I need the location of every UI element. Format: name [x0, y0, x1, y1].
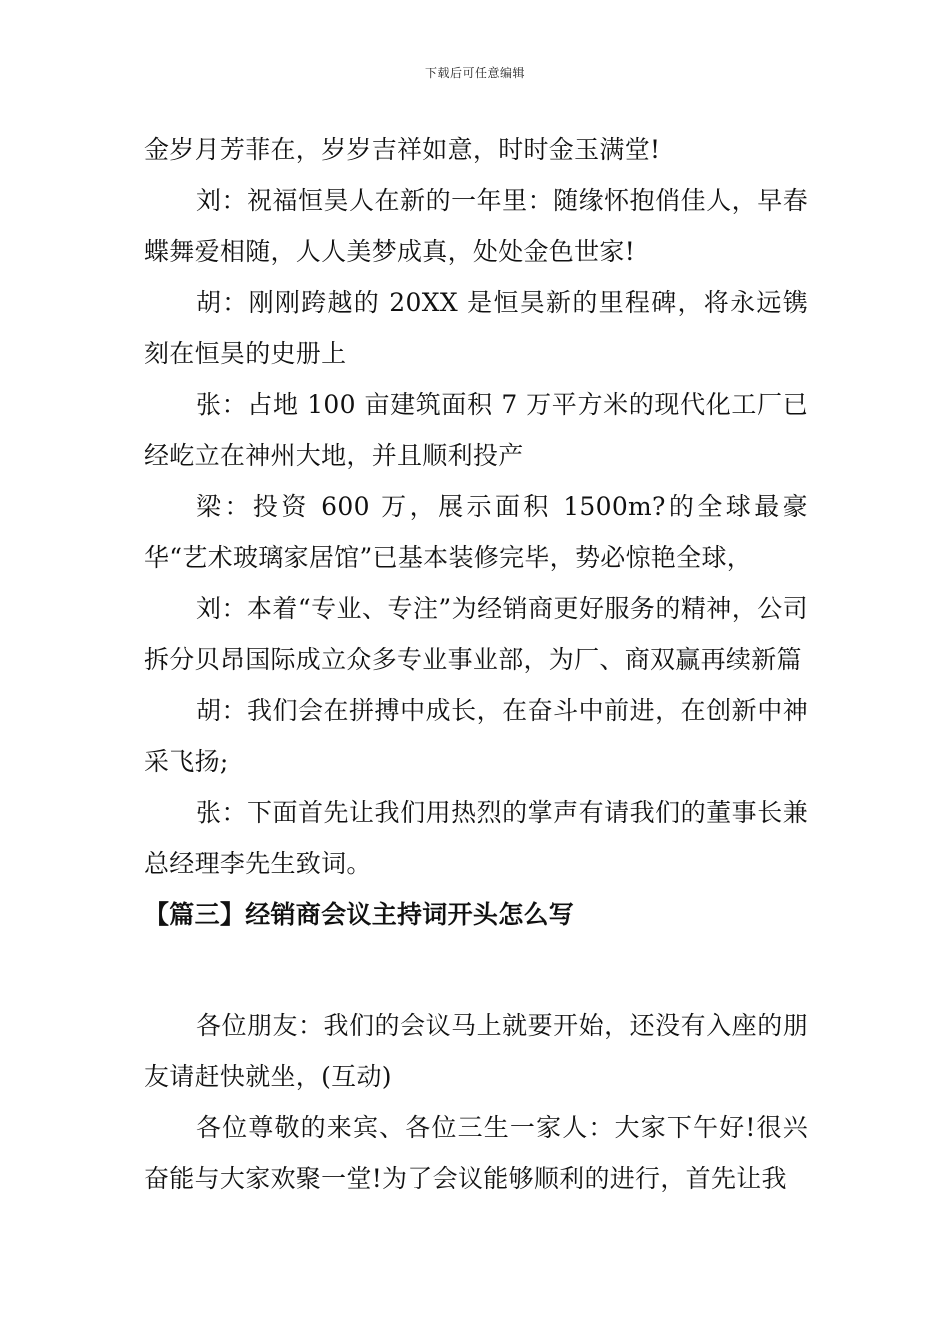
paragraph-1: 刘：祝福恒昊人在新的一年里：随缘怀抱俏佳人，早春蝶舞爱相随，人人美梦成真，处处金色世家! [144, 186, 808, 266]
section-spacer [144, 940, 808, 1000]
paragraph-2: 胡：刚刚跨越的 20XX 是恒昊新的里程碑，将永远镌刻在恒昊的史册上 [144, 288, 808, 368]
paragraph-7: 张：下面首先让我们用热烈的掌声有请我们的董事长兼总经理李先生致词。 [144, 798, 808, 878]
document-body [144, 124, 808, 1204]
paragraph-5: 刘：本着“专业、专注”为经销商更好服务的精神，公司拆分贝昂国际成立众多专业事业部，为厂、商双赢再续新篇 [144, 594, 808, 674]
paragraph-9: 各位尊敬的来宾、各位三生一家人：大家下午好!很兴奋能与大家欢聚一堂!为了会议能够顺利的进行，首先让我 [144, 1113, 808, 1193]
paragraph-6: 胡：我们会在拼搏中成长，在奋斗中前进，在创新中神采飞扬; [144, 696, 808, 776]
paragraph-4: 梁：投资 600 万，展示面积 1500m?的全球最豪华“艺术玻璃家居馆”已基本装修完毕，势必惊艳全球， [144, 492, 808, 572]
paragraph-0: 金岁月芳菲在，岁岁吉祥如意，时时金玉满堂! [144, 135, 661, 164]
page-header-note: 下载后可任意编辑 [424, 66, 525, 80]
paragraph-3: 张：占地 100 亩建筑面积 7 万平方米的现代化工厂已经屹立在神州大地，并且顺利投产 [144, 390, 808, 470]
paragraph-8: 各位朋友：我们的会议马上就要开始，还没有入座的朋友请赶快就坐，(互动) [144, 1011, 808, 1091]
section-heading: 【篇三】经销商会议主持词开头怎么写 [144, 900, 575, 929]
